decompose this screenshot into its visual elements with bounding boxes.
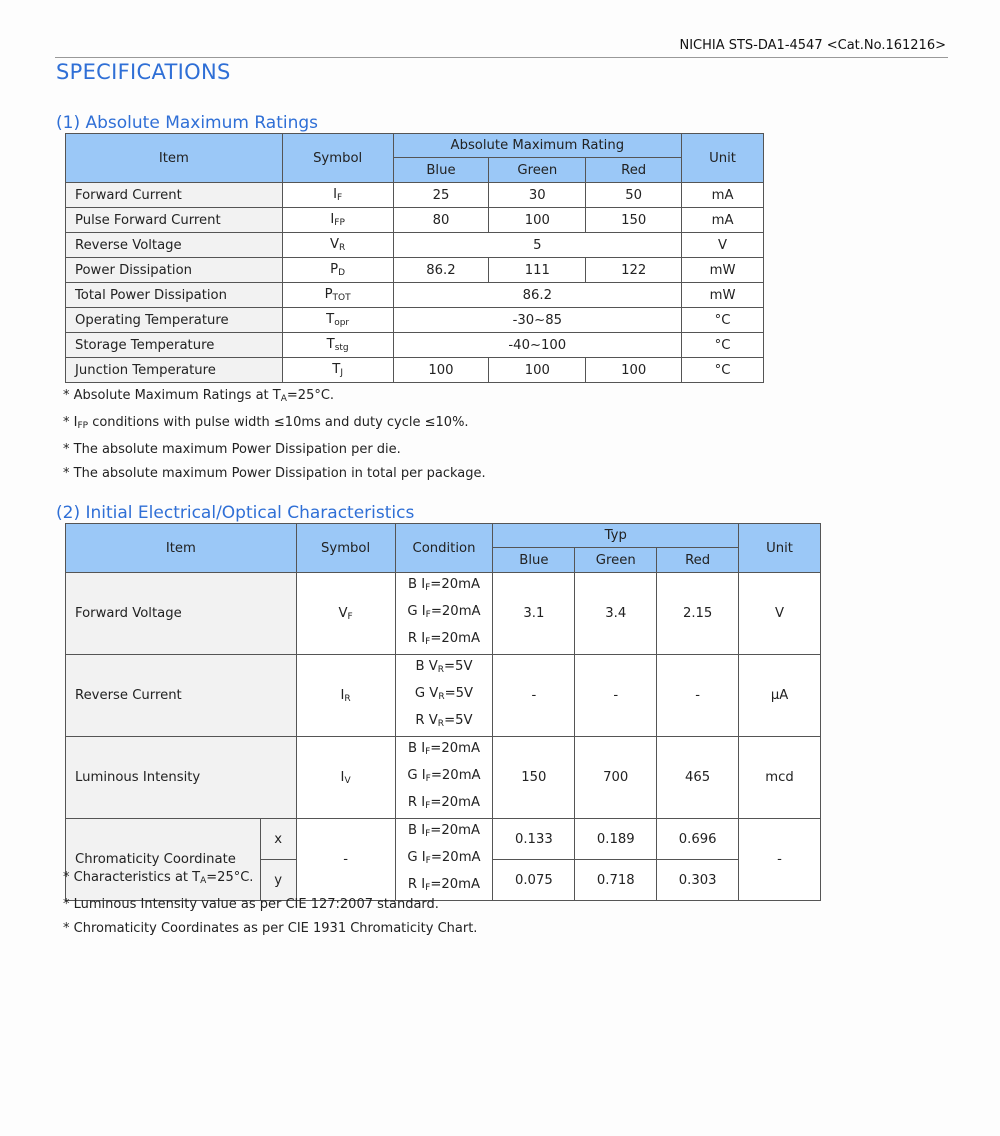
note-line	[63, 866, 477, 893]
note-sub: A	[200, 876, 207, 886]
col-header-symbol: Symbol	[296, 524, 395, 573]
row-unit: V	[682, 233, 764, 258]
section1-heading: (1) Absolute Maximum Ratings	[56, 113, 319, 133]
col-header-green: Green	[575, 548, 657, 573]
row-value-red: 50	[586, 183, 682, 208]
row-symbol-sub: opr	[334, 318, 350, 328]
absolute-max-ratings-table	[65, 133, 764, 383]
note-text: * I	[63, 415, 78, 430]
condition-line	[396, 573, 493, 600]
row-item: Junction Temperature	[66, 358, 283, 383]
condition-line	[396, 819, 493, 846]
condition-sub: F	[425, 856, 431, 866]
note-line	[63, 917, 477, 941]
row-symbol-base: T	[326, 312, 335, 327]
row-value-merged: 5	[393, 233, 682, 258]
chroma-item: Chromaticity Coordinate	[66, 819, 261, 901]
row-value-red: 100	[586, 358, 682, 383]
row-value-blue: 86.2	[393, 258, 489, 283]
row-item: Forward Voltage	[66, 573, 297, 655]
note-text: * Chromaticity Coordinates as per CIE 1931 Chromaticity Chart.	[63, 921, 478, 936]
row-item: Forward Current	[66, 183, 283, 208]
condition-line	[396, 600, 493, 627]
col-header-red: Red	[657, 548, 739, 573]
row-symbol	[282, 208, 393, 233]
row-symbol-base: T	[332, 362, 341, 377]
col-header-condition: Condition	[395, 524, 493, 573]
note-text: * Characteristics at T	[63, 870, 201, 885]
chroma-y-label: y	[260, 860, 296, 901]
condition-value: =20mA	[430, 795, 481, 810]
chroma-y-blue: 0.075	[493, 860, 575, 901]
table-row	[66, 283, 764, 308]
row-symbol	[282, 358, 393, 383]
row-symbol	[296, 573, 395, 655]
table-row	[66, 737, 821, 819]
row-unit: V	[739, 573, 821, 655]
col-header-red: Red	[586, 158, 682, 183]
condition-value: =20mA	[430, 768, 481, 783]
row-symbol	[282, 233, 393, 258]
condition-sub: F	[425, 883, 431, 893]
row-value-green: 30	[489, 183, 586, 208]
row-condition	[395, 737, 493, 819]
table-row	[66, 358, 764, 383]
condition-text: R I	[407, 877, 426, 892]
row-value-blue: 3.1	[493, 573, 575, 655]
chroma-x-label: x	[260, 819, 296, 860]
row-symbol-sub: F	[336, 193, 343, 203]
condition-sub: F	[425, 801, 431, 811]
table-row	[66, 258, 764, 283]
row-symbol-sub: FP	[334, 218, 345, 228]
condition-line	[396, 709, 493, 736]
condition-sub: F	[425, 747, 431, 757]
condition-text: B I	[407, 823, 426, 838]
row-value-green: 100	[489, 358, 586, 383]
chroma-y-green: 0.718	[575, 860, 657, 901]
row-unit: mA	[682, 208, 764, 233]
note-line	[63, 438, 486, 462]
section2-notes	[63, 866, 477, 941]
condition-line	[396, 655, 493, 682]
col-header-blue: Blue	[393, 158, 489, 183]
condition-text: G I	[407, 850, 426, 865]
condition-sub: F	[425, 583, 431, 593]
table-row	[66, 183, 764, 208]
row-condition	[395, 573, 493, 655]
note-line	[63, 893, 477, 917]
row-symbol	[296, 655, 395, 737]
note-text-post: conditions with pulse width ≤10ms and duty cycle ≤10%.	[88, 415, 469, 430]
condition-sub: R	[438, 692, 445, 702]
condition-sub: R	[437, 665, 444, 675]
row-symbol-base: P	[324, 287, 333, 302]
row-symbol-sub: TOT	[332, 293, 351, 303]
condition-value: =5V	[444, 686, 474, 701]
condition-sub: F	[425, 829, 431, 839]
condition-text: G I	[407, 768, 426, 783]
condition-line	[396, 627, 493, 654]
col-header-unit: Unit	[739, 524, 821, 573]
row-item: Reverse Current	[66, 655, 297, 737]
chroma-symbol: -	[296, 819, 395, 901]
col-header-typ-group: Typ	[493, 524, 739, 548]
row-symbol-sub: R	[344, 693, 351, 704]
note-text: * Absolute Maximum Ratings at T	[63, 388, 281, 403]
row-symbol-base: I	[340, 687, 345, 703]
condition-value: =20mA	[430, 577, 480, 592]
section2-heading: (2) Initial Electrical/Optical Characteristics	[56, 503, 415, 523]
condition-value: =20mA	[430, 631, 481, 646]
condition-value: =20mA	[430, 604, 481, 619]
note-text-post: =25°C.	[286, 388, 335, 403]
condition-text: R V	[415, 713, 438, 728]
col-header-unit: Unit	[682, 134, 764, 183]
row-value-merged: -30~85	[393, 308, 682, 333]
table-row	[66, 308, 764, 333]
row-unit: mcd	[739, 737, 821, 819]
note-text-post: =25°C.	[206, 870, 254, 885]
chroma-x-green: 0.189	[575, 819, 657, 860]
condition-value: =20mA	[430, 741, 480, 756]
condition-value: =20mA	[430, 877, 481, 892]
condition-value: =5V	[444, 659, 473, 674]
note-text: * Luminous Intensity value as per CIE 127:2007 standard.	[63, 897, 439, 912]
condition-text: B I	[407, 741, 426, 756]
note-sub: FP	[77, 421, 89, 431]
row-unit: °C	[682, 358, 764, 383]
row-value-merged: 86.2	[393, 283, 682, 308]
row-symbol	[282, 333, 393, 358]
condition-text: G I	[407, 604, 426, 619]
row-symbol-sub: stg	[334, 343, 349, 353]
row-item: Total Power Dissipation	[66, 283, 283, 308]
row-value-green: 111	[489, 258, 586, 283]
row-unit: °C	[682, 333, 764, 358]
row-item: Power Dissipation	[66, 258, 283, 283]
note-line	[63, 411, 486, 438]
condition-sub: F	[425, 637, 431, 647]
row-symbol-sub: F	[347, 611, 353, 622]
row-symbol	[282, 258, 393, 283]
condition-value: =20mA	[430, 823, 480, 838]
row-symbol-sub: R	[339, 243, 346, 253]
row-value-red: 2.15	[657, 573, 739, 655]
condition-sub: F	[425, 774, 431, 784]
row-item: Pulse Forward Current	[66, 208, 283, 233]
row-unit: mW	[682, 283, 764, 308]
table-row	[66, 573, 821, 655]
row-value-green: 100	[489, 208, 586, 233]
row-item: Storage Temperature	[66, 333, 283, 358]
row-symbol	[282, 283, 393, 308]
row-value-red: 465	[657, 737, 739, 819]
row-symbol-sub: J	[340, 368, 343, 378]
condition-line	[396, 682, 493, 709]
row-unit: °C	[682, 308, 764, 333]
row-symbol-base: I	[330, 212, 335, 227]
chroma-x-blue: 0.133	[493, 819, 575, 860]
row-symbol	[296, 737, 395, 819]
note-line	[63, 462, 486, 486]
col-header-item: Item	[66, 134, 283, 183]
col-header-green: Green	[489, 158, 586, 183]
note-line	[63, 384, 486, 411]
row-value-red: 122	[586, 258, 682, 283]
condition-line	[396, 764, 493, 791]
table-row	[66, 333, 764, 358]
row-value-merged: -40~100	[393, 333, 682, 358]
row-symbol-base: V	[338, 605, 348, 621]
row-value-green: -	[575, 655, 657, 737]
condition-text: B V	[415, 659, 438, 674]
page-title: SPECIFICATIONS	[56, 60, 231, 84]
table-row	[66, 233, 764, 258]
row-value-blue: 25	[393, 183, 489, 208]
condition-line	[396, 737, 493, 764]
row-symbol-base: I	[340, 769, 345, 785]
row-value-red: 150	[586, 208, 682, 233]
row-value-green: 700	[575, 737, 657, 819]
condition-line	[396, 791, 493, 818]
note-text: * The absolute maximum Power Dissipation in total per package.	[63, 466, 486, 481]
row-unit: mA	[682, 183, 764, 208]
col-header-symbol: Symbol	[282, 134, 393, 183]
condition-sub: R	[437, 719, 445, 729]
row-symbol-sub: D	[338, 268, 346, 278]
electrical-optical-table	[65, 523, 821, 901]
row-symbol	[282, 308, 393, 333]
document-reference: NICHIA STS-DA1-4547 <Cat.No.161216>	[679, 38, 946, 53]
condition-value: =20mA	[430, 850, 481, 865]
row-item: Operating Temperature	[66, 308, 283, 333]
col-header-item: Item	[66, 524, 297, 573]
row-value-blue: 100	[393, 358, 489, 383]
row-symbol-base: P	[330, 262, 339, 277]
row-value-blue: -	[493, 655, 575, 737]
section1-notes	[63, 384, 486, 486]
row-symbol-base: T	[326, 337, 335, 352]
row-item: Luminous Intensity	[66, 737, 297, 819]
table-row	[66, 655, 821, 737]
condition-text: R I	[407, 795, 426, 810]
row-symbol-base: V	[329, 237, 339, 252]
chroma-x-red: 0.696	[657, 819, 739, 860]
note-text: * The absolute maximum Power Dissipation per die.	[63, 442, 401, 457]
condition-sub: F	[425, 610, 431, 620]
row-value-green: 3.4	[575, 573, 657, 655]
table-row	[66, 208, 764, 233]
condition-value: =5V	[444, 713, 473, 728]
condition-text: B I	[407, 577, 426, 592]
row-symbol	[282, 183, 393, 208]
chroma-y-red: 0.303	[657, 860, 739, 901]
row-value-red: -	[657, 655, 739, 737]
note-sub: A	[280, 394, 287, 404]
row-unit: mW	[682, 258, 764, 283]
header-rule	[55, 57, 948, 58]
row-value-blue: 80	[393, 208, 489, 233]
chroma-unit: -	[739, 819, 821, 901]
col-header-rating-group: Absolute Maximum Rating	[393, 134, 682, 158]
row-symbol-sub: V	[344, 775, 351, 786]
condition-text: G V	[414, 686, 439, 701]
row-unit: μA	[739, 655, 821, 737]
row-symbol-base: I	[333, 187, 337, 202]
col-header-blue: Blue	[493, 548, 575, 573]
condition-text: R I	[407, 631, 426, 646]
row-condition	[395, 655, 493, 737]
row-value-blue: 150	[493, 737, 575, 819]
row-item: Reverse Voltage	[66, 233, 283, 258]
